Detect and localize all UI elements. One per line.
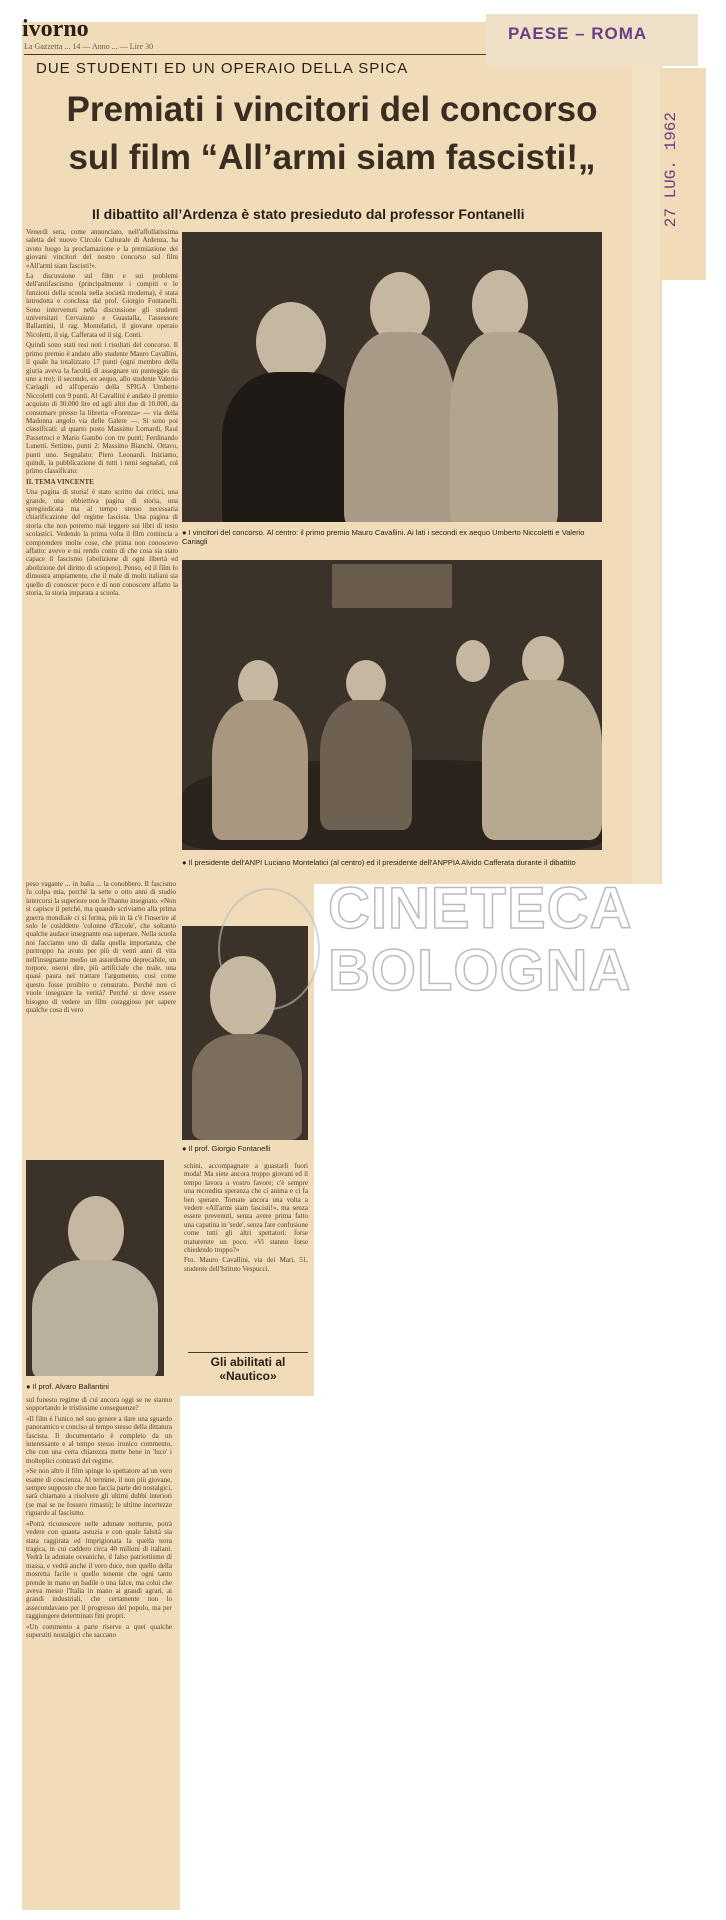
paragraph: schini, accompagnate a guastarli fuori moda! Ma siete ancora troppo giovani ed il tempo lavora a vostro favore; c'è sempre una recondita speranza che ci anima e ci fa ben sperare. Tornate ancora una volta a vedere «All'armi siam fascisti!», ma senza essere prevenuti, senza avere prima fatto una capatina in 'sede', senza fare confusione come tutti gli altri spettatori: forse maturerete un poco. «Vi stanno forse chiedendo troppo?» <box>184 1162 308 1255</box>
watermark <box>328 878 632 1002</box>
paragraph: sul funesto regime di cui ancora oggi se ne stanno sopportando le tristissime conseguenze? <box>26 1396 172 1413</box>
paragraph: Una pagina di storia! è stato scritto dai critici, una grande, una obbiettiva pagina di storia, una spregiudicata ma al tempo stesso necessaria chiarificazione del regime fascista. Una pagina di storia che non potremo mai leggere sui libri di testo scolastici. Vedendo la prima volta il film comincia a comprendere molte cose, che prima non conoscevo affatto: avevo e mi rendo conto di che cosa sia stato capace il fascismo (abolizione di ogni libertà ed abolizione del diritto di sciopero). Penso, ed il film lo dimostra ampiamente, che il male di molti italiani sia quello di conoscer poco e di non conoscere affatto la storia, la storia imparata a scuola. <box>26 488 178 598</box>
photo-caption: ● Il presidente dell'ANPI Luciano Montelatici (al centro) ed il presidente dell'ANPPIA Alvido Cafferata durante il dibattito <box>182 858 576 867</box>
dateline: La Gazzetta ... 14 — Anno ... — Lire 30 <box>24 42 154 51</box>
header-rule <box>24 54 494 55</box>
paragraph: Quindi sono stati resi noti i risultati del concorso. Il primo premio è andato allo studente Mauro Cavallini, il quale ha totalizzato 17 punti (ogni membro della giuria aveva la facoltà di assegnare un punteggio da uno a tre); il secondo, ex aequo, allo studente Valerio Cariagli ed all'operaio della SPIGA Umberto Niccoletti con 9 punti. Al Cavallini è andato il premio acquisto di 30.000 lire ed agli altri due di 10.000, da consumare presso la libreria «Forenza» — via della Madonna angolo via delle Galere —. Si sono poi classificati: al quarto posto Massimo Lomardi, Raul Passetroci e Mario Gambo con tre punti; Ferdinando Lunetti. Settimo, punti 2: Massimo Bianchi. Ottavo, punti uno. Segnalato: Piero Leonardi. Iniziamo, quindi, la pubblicazione di tutti i temi segnalati, col primo classificato: <box>26 341 178 476</box>
watermark-line-1: CINETECA <box>328 876 633 941</box>
person-body <box>192 1034 302 1140</box>
photo-caption: ● I vincitori del concorso. Al centro: il primo premio Mauro Cavallini. Ai lati i secondi ex aequo Umberto Niccoletti e Valerio Cariagli <box>182 528 585 546</box>
headline-line-1: Premiati i vincitori del concorso <box>66 90 598 129</box>
person-body <box>320 700 412 830</box>
paragraph: La discussione sul film e sui problemi dell'antifascismo (principalmente i compiti e le funzioni della scuola nella società moderna), è stata introdotta e conclusa dal prof. Giorgio Fontanelli. Sono intervenuti nella discussione gli studenti universitari Cervaiuno e Guastalla, l'assessore Ballantini, il rag. Montelatici, il giovane operaio Nicoletti, il sig. Cafferata ed il sig. Conti. <box>26 272 178 339</box>
person-body <box>222 372 362 522</box>
date-stamp: 27 LUG. 1962 <box>662 112 680 228</box>
paragraph: «Potrà riconoscere nelle adunate notturne, potrà vedere con quanta astuzia e con quale falsità sia stata raggirata ed imprigionata la quella terra tragica, in cui caddero circa 40 milioni di italiani. Vedrà la adunate oceaniche, il falso patriottismo di massa, e vedrà anche il vero duce, non quello della mosretta facile o quello tenente che ogni tanto prende in mano un badile o una falce, ma colui che aveva messo l'Italia in mano ai grandi agrari, ai grandi industriali, che certamente non lo assecondavano per il progresso del popolo, ma per raggiungere determinati fini propri. <box>26 1519 172 1621</box>
article-headline <box>52 86 612 182</box>
wall-painting <box>332 564 452 608</box>
paper-label <box>486 14 698 66</box>
headline-line-2: sul film “All’armi siam fascisti!„ <box>68 138 596 177</box>
article-kicker: DUE STUDENTI ED UN OPERAIO DELLA SPICA <box>36 60 409 77</box>
cineteca-logo-icon <box>218 888 320 1010</box>
article-column-3 <box>184 1162 308 1348</box>
article-column-2 <box>26 880 176 1150</box>
paragraph: peso vagante ... in balìa ... la conobbero. Il fascismo fu colpa mia, perché la sette o otto anni di studio intercorsi la superiore non le l'hanno insegnato. «Non si capisce il perché, ma quando scriviamo alla prima guerra mondiale ci si ferma, più in là c'è l'inserire al solo le cosiddette 'colonne d'Ercole', che soltanto qualche audace insegnante osa superare. Nella scuola noi facciamo uno di dalla quella importanza, che purtroppo ha avuto per più di venti anni di vita nell'insegnante medio un assurdismo deprecabile, un torpore, oserei dire, più artificiale che reale, una quasi paura nel trattare l'argomento, così come questo fosse proibito o censurato. Perché non ci vuole insegnare la verità? Perché si deve essere bisogno di vedere un film coraggioso per sapere qualche cosa di vero <box>26 880 176 1015</box>
sidebar-title: Gli abilitati al «Nautico» <box>188 1352 308 1383</box>
article-column-left <box>26 1396 172 1902</box>
photo-winners <box>182 232 602 522</box>
person-body <box>32 1260 158 1376</box>
person-head <box>456 640 490 682</box>
person-body <box>344 332 456 522</box>
watermark-line-2: BOLOGNA <box>328 938 632 1003</box>
paragraph: «Un commento a parte riserve a quei qualche superstiti nostalgici che saccano <box>26 1622 172 1639</box>
section-heading: IL TEMA VINCENTE <box>26 477 94 486</box>
paragraph: Venerdì sera, come annunciato, nell'affollatissima saletta del nuovo Circolo Culturale di Ardenza, ha avuto luogo la proclamazione e la premiazione dei giovani vincitori del nostro concorso sul film «All'armi siam fascisti!». <box>26 228 178 270</box>
article-subhead: Il dibattito all’Ardenza è stato presieduto dal professor Fontanelli <box>92 206 525 222</box>
person-head <box>522 636 564 686</box>
photo-caption: ● Il prof. Alvaro Ballantini <box>26 1382 109 1391</box>
paragraph: Fto. Mauro Cavallini, via dei Mari, 51, studente dell'Istituto Vespucci. <box>184 1256 308 1273</box>
paragraph: «Il film è l'unico nel suo genere a dare una sguardo panoramico e conciso al tempo stesso della dittatura fascista. Il documentario è completo da un interessante e al tempo stesso ironico commento, che con una certa chiarezza mette bene in 'luce' i molteplici contrasti del regime. <box>26 1414 172 1465</box>
clipping-right-edge <box>632 22 660 884</box>
masthead: ivorno <box>22 16 89 42</box>
person-head <box>68 1196 124 1266</box>
person-head <box>256 302 326 382</box>
person-body <box>482 680 602 840</box>
photo-caption: ● Il prof. Giorgio Fontanelli <box>182 1144 271 1153</box>
photo-debate <box>182 560 602 850</box>
person-body <box>212 700 308 840</box>
paragraph: «Se non altro il film spinge lo spettatore ad un vero esame di coscienza. Al termine, il non più giovane, sempre supposto che non faccia parte dei nostalgici, sarà chiamato a risolvere gli ultimi dubbi interiori (se mai se ne fossero rimasti); le ultime incertezze riguardo al fascismo. <box>26 1467 172 1518</box>
person-head <box>472 270 528 340</box>
article-column-1 <box>26 228 178 858</box>
photo-ballantini <box>26 1160 164 1376</box>
person-body <box>450 332 558 522</box>
paper-name-stamp: PAESE – ROMA <box>508 24 648 43</box>
